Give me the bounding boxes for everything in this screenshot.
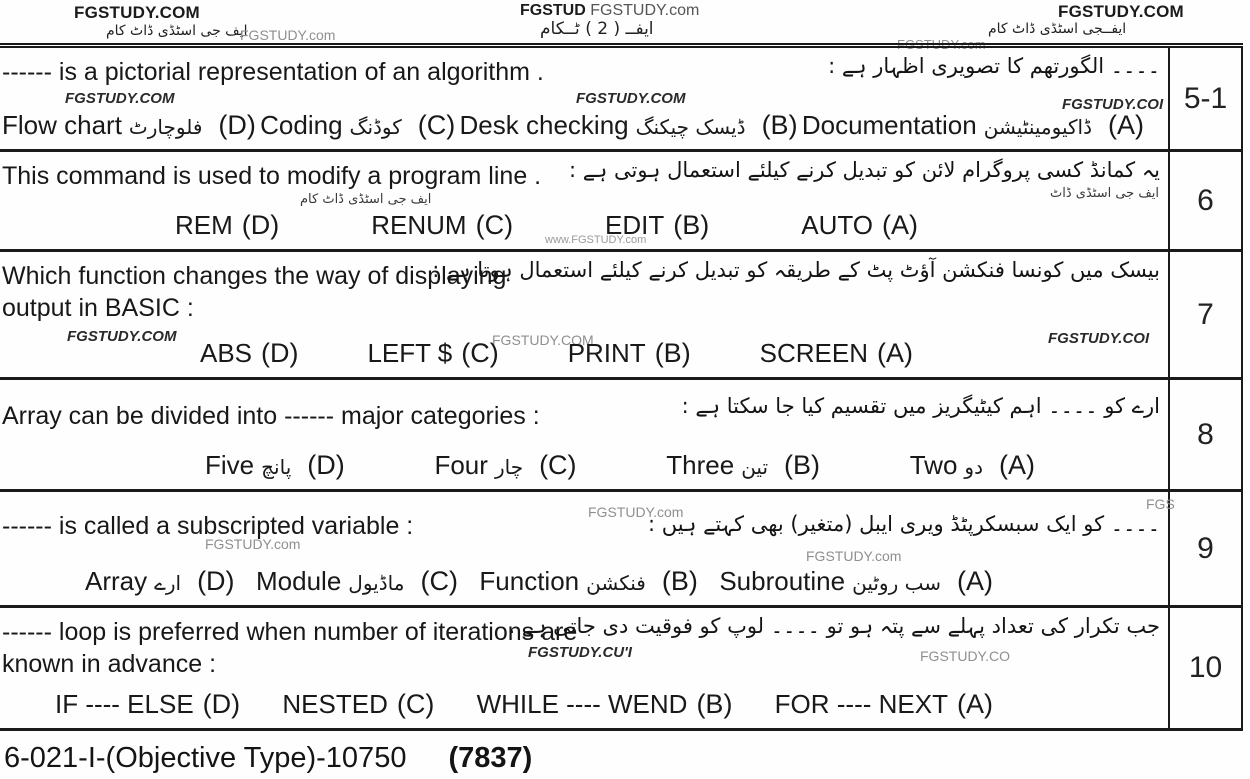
question-row-6 [0, 152, 1243, 252]
question-english-text [2, 160, 541, 192]
option-b [605, 210, 709, 241]
watermark: FGSTUDY.CU'I [528, 644, 632, 661]
option-letter: (A) [882, 210, 918, 240]
option-letter: (C) [475, 210, 514, 240]
option-c [371, 210, 513, 241]
option-letter: (A) [1108, 110, 1144, 140]
option-letter: (D) [197, 566, 235, 596]
option-english-label: EDIT [605, 210, 665, 240]
watermark: ایف جی اسٹڈی ڈاٹ [1050, 186, 1160, 201]
option-b [460, 110, 798, 141]
watermark-site-top-left: FGSTUDY.COM [74, 3, 200, 22]
option-english-label: Three [666, 450, 735, 480]
option-d [175, 210, 279, 241]
question-english-line: output in BASIC : [2, 294, 194, 322]
question-content [0, 608, 1168, 728]
watermark-urdu-top-right: ایفــجی اسٹڈی ڈاٹ کام [988, 21, 1127, 37]
option-letter: (A) [956, 689, 993, 719]
question-english-text [2, 616, 577, 680]
question-urdu-text: یہ کمانڈ کسی پروگرام لائن کو تبدیل کرنے کیلئے استعمال ہوتی ہے : [568, 158, 1160, 182]
option-urdu-label: تین [741, 455, 769, 479]
option-urdu-label: ڈیسک چیکنگ [635, 115, 746, 139]
option-urdu-label: کوڈنگ [349, 115, 402, 139]
page-footer [4, 742, 532, 775]
option-english-label: Four [434, 450, 488, 480]
option-english-label: Coding [260, 110, 343, 140]
question-row-8 [0, 380, 1243, 492]
options-row [0, 450, 1168, 481]
question-content [0, 380, 1168, 489]
option-letter: (C) [396, 689, 435, 719]
watermark-urdu-top-center: ایفــ ( 2 ) ٹــکام [540, 19, 654, 39]
options-row [0, 110, 1168, 141]
watermark-site-center-bold: FGSTUD [520, 2, 586, 19]
option-english-label: REM [175, 210, 233, 240]
option-c [260, 110, 455, 141]
option-letter: (C) [420, 566, 458, 596]
question-content [0, 492, 1175, 605]
option-english-label: Subroutine [719, 566, 846, 596]
question-english-line: known in advance : [2, 650, 217, 678]
option-d [205, 450, 345, 481]
option-english-label: WHILE ---- WEND [476, 689, 688, 719]
question-english-text [2, 56, 544, 88]
option-urdu-label: دو [964, 455, 983, 479]
option-letter: (B) [696, 689, 733, 719]
option-urdu-label: فلوچارٹ [128, 115, 203, 139]
option-letter: (B) [673, 210, 710, 240]
option-english-label: LEFT $ [367, 338, 453, 368]
option-english-label: NESTED [282, 689, 388, 719]
option-english-label: RENUM [371, 210, 467, 240]
option-letter: (A) [957, 566, 993, 596]
option-english-label: Array [85, 566, 148, 596]
question-content [0, 48, 1168, 149]
watermark: FGSTUDY.COI [1048, 330, 1150, 347]
option-letter: (D) [218, 110, 256, 140]
watermark: FGSTUDY.COM [67, 328, 177, 345]
watermark: FGSTUDY.com [205, 536, 301, 552]
question-number: 7 [1168, 252, 1243, 377]
options-row [0, 338, 1168, 369]
question-row-10 [0, 608, 1243, 731]
option-letter: (A) [999, 450, 1035, 480]
question-number: 5-1 [1168, 48, 1243, 149]
question-number: 9 [1168, 492, 1243, 605]
option-english-label: Function [479, 566, 580, 596]
option-d [200, 338, 299, 369]
option-c [434, 450, 576, 481]
watermark: FGSTUDY.COM [65, 90, 175, 107]
question-row-9 [0, 492, 1243, 608]
option-d [2, 110, 256, 141]
option-a [719, 566, 993, 597]
option-urdu-label: فنکشن [586, 571, 646, 595]
question-urdu-text: ارے کو ۔۔۔۔ اہم کیٹیگریز میں تقسیم کیا جا سکتا ہے : [681, 394, 1160, 418]
question-content [0, 152, 1168, 249]
options-row [0, 210, 1168, 241]
option-letter: (C) [461, 338, 499, 368]
option-letter: (B) [784, 450, 821, 480]
question-english-text [2, 510, 413, 542]
option-letter: (B) [761, 110, 798, 140]
question-english-line: Which function changes the way of displaying [2, 262, 507, 290]
watermark-urdu-top-left: ایف جی اسٹڈی ڈاٹ کام [106, 23, 248, 39]
watermark: FGSTUDY.COM [492, 332, 594, 348]
option-english-label: Five [205, 450, 255, 480]
option-letter: (C) [417, 110, 456, 140]
question-english-line: ------ loop is preferred when number of iterations are [2, 618, 578, 646]
options-row [0, 566, 1168, 597]
option-b [479, 566, 697, 597]
option-urdu-label: ارے [154, 571, 182, 595]
option-english-label: PRINT [567, 338, 646, 368]
question-row-5-1 [0, 48, 1243, 152]
paper-serial: (7837) [448, 742, 533, 774]
question-number: 10 [1168, 608, 1243, 728]
watermark-site-top-center [520, 2, 699, 20]
option-c [282, 689, 434, 720]
option-letter: (D) [202, 689, 241, 719]
page-header [0, 0, 1250, 52]
question-urdu-text: جب تکرار کی تعداد پہلے سے پتہ ہو تو ۔۔۔۔ لوپ کو فوقیت دی جاتی ہے . [508, 614, 1160, 638]
question-number: 8 [1168, 380, 1243, 489]
option-a [910, 450, 1035, 481]
question-row-7 [0, 252, 1243, 380]
question-english-text [2, 260, 506, 324]
option-d [85, 566, 235, 597]
question-english-line: Array can be divided into ------ major categories : [2, 402, 540, 430]
option-letter: (A) [877, 338, 913, 368]
questions-table [0, 43, 1243, 731]
question-english-line: ------ is called a subscripted variable : [2, 512, 414, 540]
watermark: FGSTUDY.COM [576, 90, 686, 107]
option-english-label: Desk checking [459, 110, 629, 140]
option-english-label: Flow chart [2, 110, 122, 140]
watermark: FGSTUDY.CO [920, 648, 1010, 664]
option-d [55, 689, 240, 720]
question-english-line: ------ is a pictorial representation of an algorithm . [2, 58, 544, 86]
options-row [0, 689, 1168, 720]
watermark: FGSTUDY.com [806, 548, 902, 564]
option-letter: (D) [307, 450, 345, 480]
option-a [801, 210, 918, 241]
watermark: ایف جی اسٹڈی ڈاٹ کام [300, 192, 432, 207]
watermark-site-top-right: FGSTUDY.COM [1058, 2, 1184, 21]
watermark-site-top-left-small: FGSTUDY.com [240, 27, 336, 43]
option-letter: (C) [539, 450, 577, 480]
paper-code: 6-021-I-(Objective Type)-10750 [4, 742, 407, 774]
watermark: FGSTUDY.COI [1062, 96, 1164, 113]
watermark: www.FGSTUDY.com [545, 234, 647, 246]
option-urdu-label: چار [494, 455, 524, 479]
option-english-label: Two [909, 450, 958, 480]
watermark-site-center-rest: FGSTUDY.com [590, 2, 700, 19]
option-english-label: IF ---- ELSE [55, 689, 194, 719]
watermark-site-top-right-small: FGSTUDY.com [897, 37, 986, 52]
option-urdu-label: پانچ [261, 455, 292, 479]
option-b [568, 338, 691, 369]
option-a [760, 338, 913, 369]
option-b [477, 689, 733, 720]
option-urdu-label: سب روٹین [852, 571, 941, 595]
option-c [256, 566, 458, 597]
option-english-label: Module [256, 566, 342, 596]
question-urdu-text: بیسک میں کونسا فنکشن آؤٹ پٹ کے طریقہ کو تبدیل کرنے کیلئے استعمال ہوتا ہے : [432, 258, 1160, 282]
question-content [0, 252, 1168, 377]
watermark: FGSTUDY.com [588, 504, 684, 520]
option-english-label: SCREEN [759, 338, 868, 368]
option-urdu-label: ڈاکیومینٹیشن [983, 115, 1092, 139]
option-english-label: Documentation [801, 110, 977, 140]
watermark: FGS [1146, 496, 1175, 512]
option-letter: (D) [241, 210, 280, 240]
option-letter: (D) [261, 338, 299, 368]
question-urdu-text: ۔۔۔۔ کو ایک سبسکرپٹڈ ویری ایبل (متغیر) بھی کہتے ہیں : [648, 512, 1160, 536]
option-c [367, 338, 498, 369]
option-urdu-label: ماڈیول [348, 571, 405, 595]
option-letter: (B) [654, 338, 691, 368]
option-letter: (B) [661, 566, 698, 596]
option-a [802, 110, 1144, 141]
option-a [775, 689, 993, 720]
option-english-label: FOR ---- NEXT [774, 689, 948, 719]
option-b [666, 450, 820, 481]
option-english-label: AUTO [801, 210, 873, 240]
question-english-text [2, 400, 540, 432]
question-english-line: This command is used to modify a program line . [2, 162, 542, 190]
option-english-label: ABS [200, 338, 253, 368]
question-number: 6 [1168, 152, 1243, 249]
question-urdu-text: ۔۔۔۔ الگورتھم کا تصویری اظہار ہے : [828, 54, 1160, 78]
